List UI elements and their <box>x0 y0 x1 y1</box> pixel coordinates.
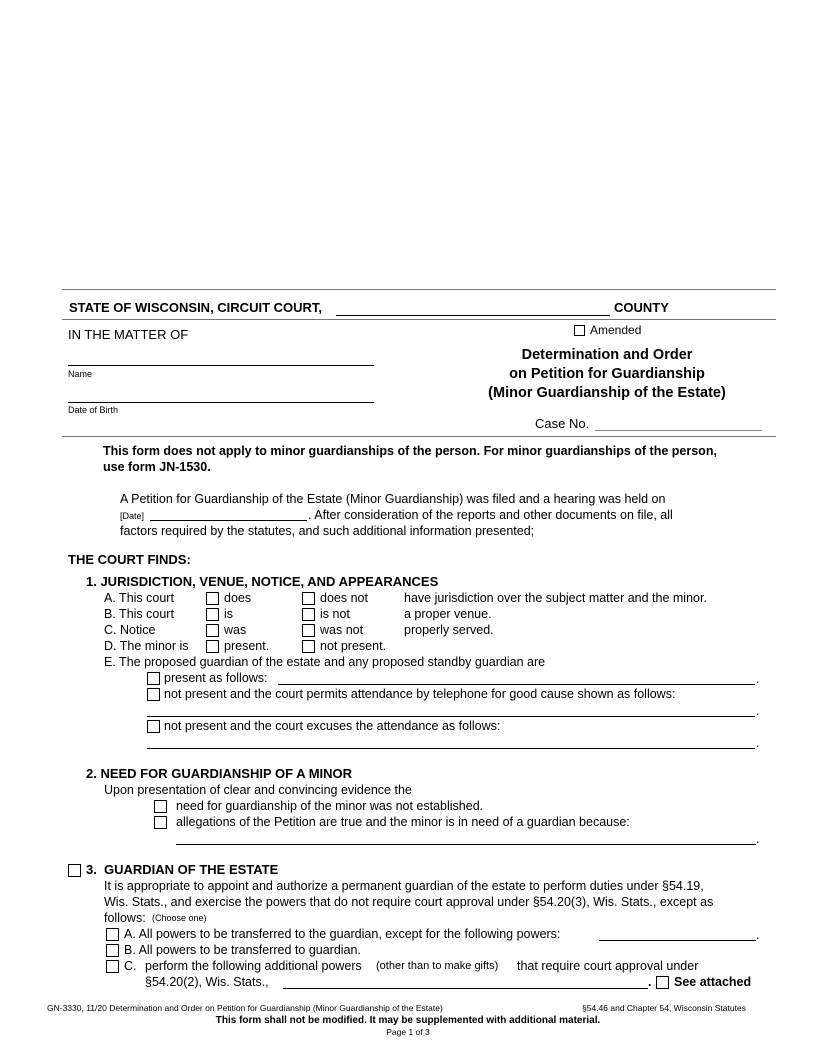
court-finds-heading: THE COURT FINDS: <box>68 552 191 567</box>
e-excused-input-line[interactable] <box>147 748 755 749</box>
need-not-established-checkbox[interactable] <box>154 800 167 813</box>
caption-rule <box>62 436 776 437</box>
section3-checkbox[interactable] <box>68 864 81 877</box>
row-a-does-checkbox[interactable] <box>206 592 219 605</box>
state-court-label: STATE OF WISCONSIN, CIRCUIT COURT, <box>69 300 323 315</box>
row-b-tail: a proper venue. <box>404 607 492 621</box>
option-a-label: A. All powers to be transferred to the guardian, except for the following powers: <box>124 927 561 941</box>
option-c-line2: §54.20(2), Wis. Stats., <box>145 975 269 989</box>
row-b-opt1: is <box>224 607 234 621</box>
amended-label: Amended <box>590 323 642 337</box>
option-a-checkbox[interactable] <box>106 928 119 941</box>
notice-line1: This form does not apply to minor guardianships of the person. For minor guardianships of the person, <box>103 444 717 458</box>
row-d-present-checkbox[interactable] <box>206 640 219 653</box>
e-present-period: . <box>756 672 760 686</box>
row-c-was-not-checkbox[interactable] <box>302 624 315 637</box>
amended-checkbox[interactable] <box>574 325 585 336</box>
see-attached-checkbox[interactable] <box>656 976 669 989</box>
row-b-is-checkbox[interactable] <box>206 608 219 621</box>
section1-heading: 1. JURISDICTION, VENUE, NOTICE, AND APPEARANCES <box>86 574 439 589</box>
notice-line2: use form JN-1530. <box>103 460 211 474</box>
section3-heading: GUARDIAN OF THE ESTATE <box>104 862 279 877</box>
section3-line3a: follows: <box>104 911 146 925</box>
case-no-label: Case No. <box>535 416 590 431</box>
row-c-tail: properly served. <box>404 623 494 637</box>
e-present-label: present as follows: <box>164 671 268 685</box>
dob-label: Date of Birth <box>68 405 119 415</box>
option-b-label: B. All powers to be transferred to guardian. <box>124 943 361 957</box>
intro-line2: . After consideration of the reports and other documents on file, all <box>308 508 673 522</box>
row-a-opt1: does <box>224 591 252 605</box>
name-label: Name <box>68 369 93 379</box>
need-not-established-label: need for guardianship of the minor was not established. <box>176 799 484 813</box>
row-a-tail: have jurisdiction over the subject matter and the minor. <box>404 591 707 605</box>
e-excused-checkbox[interactable] <box>147 720 160 733</box>
need-reason-input-line[interactable] <box>176 844 756 845</box>
need-reason-period: . <box>756 832 760 846</box>
row-b-is-not-checkbox[interactable] <box>302 608 315 621</box>
option-c-small: (other than to make gifts) <box>376 960 499 972</box>
row-d-opt1: present. <box>224 639 270 653</box>
row-e-text: E. The proposed guardian of the estate and any proposed standby guardian are <box>104 655 546 669</box>
section3-line1: It is appropriate to appoint and authorize a permanent guardian of the estate to perform duties under §54.19, <box>104 879 704 893</box>
row-c-label: C. Notice <box>104 623 156 637</box>
row-c-opt2: was not <box>320 623 364 637</box>
intro-line1: A Petition for Guardianship of the Estate (Minor Guardianship) was filed and a hearing was held on <box>120 492 666 506</box>
option-c-input-line[interactable] <box>283 988 648 989</box>
case-no-input-line[interactable] <box>595 430 762 431</box>
hearing-date-input-line[interactable] <box>150 520 307 521</box>
option-b-checkbox[interactable] <box>106 944 119 957</box>
row-a-opt2: does not <box>320 591 368 605</box>
footer-statutes: §54.46 and Chapter 54, Wisconsin Statutes <box>582 1003 746 1013</box>
intro-line3: factors required by the statutes, and such additional information presented; <box>120 524 535 538</box>
section2-heading: 2. NEED FOR GUARDIANSHIP OF A MINOR <box>86 766 353 781</box>
form-title-line2: on Petition for Guardianship <box>509 366 705 382</box>
e-telephone-checkbox[interactable] <box>147 688 160 701</box>
e-excused-period: . <box>756 736 760 750</box>
footer-form-id: GN-3330, 11/20 Determination and Order on Petition for Guardianship (Minor Guardianship of the Estate) <box>47 1003 443 1013</box>
option-a-period: . <box>756 928 760 942</box>
e-excused-label: not present and the court excuses the attendance as follows: <box>164 719 501 733</box>
form-title-line3: (Minor Guardianship of the Estate) <box>488 385 726 401</box>
row-d-opt2: not present. <box>320 639 387 653</box>
see-attached-label: See attached <box>674 975 752 989</box>
dob-input-line[interactable] <box>68 402 374 403</box>
option-c-checkbox[interactable] <box>106 960 119 973</box>
footer-notice: This form shall not be modified. It may be supplemented with additional material. <box>215 1015 601 1026</box>
date-label: [Date] <box>120 511 145 521</box>
row-c-was-checkbox[interactable] <box>206 624 219 637</box>
allegations-true-label: allegations of the Petition are true and the minor is in need of a guardian because: <box>176 815 630 829</box>
option-c-text-a: perform the following additional powers <box>145 959 362 973</box>
footer-page-number: Page 1 of 3 <box>386 1027 430 1037</box>
option-c-text-b: that require court approval under <box>517 959 699 973</box>
row-a-does-not-checkbox[interactable] <box>302 592 315 605</box>
row-d-label: D. The minor is <box>104 639 189 653</box>
section2-intro: Upon presentation of clear and convincing evidence the <box>104 783 412 797</box>
section3-number: 3. <box>86 862 97 877</box>
section3-line2: Wis. Stats., and exercise the powers that do not require court approval under §54.20(3), Wis. Stats., except as <box>104 895 714 909</box>
e-telephone-label: not present and the court permits attendance by telephone for good cause shown as follows: <box>164 687 676 701</box>
section3-choose-one: (Choose one) <box>152 913 207 923</box>
row-c-opt1: was <box>224 623 247 637</box>
e-present-checkbox[interactable] <box>147 672 160 685</box>
county-input-line[interactable] <box>336 315 610 316</box>
option-c-period: . <box>648 975 652 989</box>
e-telephone-input-line[interactable] <box>147 716 755 717</box>
county-label: COUNTY <box>614 300 669 315</box>
row-d-not-present-checkbox[interactable] <box>302 640 315 653</box>
e-telephone-period: . <box>756 704 760 718</box>
allegations-true-checkbox[interactable] <box>154 816 167 829</box>
option-c-letter: C. <box>124 959 137 973</box>
name-input-line[interactable] <box>68 365 374 366</box>
option-a-input-line[interactable] <box>599 940 756 941</box>
form-title-line1: Determination and Order <box>521 347 693 363</box>
row-b-label: B. This court <box>104 607 174 621</box>
e-present-input-line[interactable] <box>278 684 755 685</box>
row-b-opt2: is not <box>320 607 350 621</box>
row-a-label: A. This court <box>104 591 174 605</box>
header-rule <box>62 319 776 320</box>
in-matter-of-label: IN THE MATTER OF <box>68 327 189 342</box>
top-rule <box>62 289 776 290</box>
